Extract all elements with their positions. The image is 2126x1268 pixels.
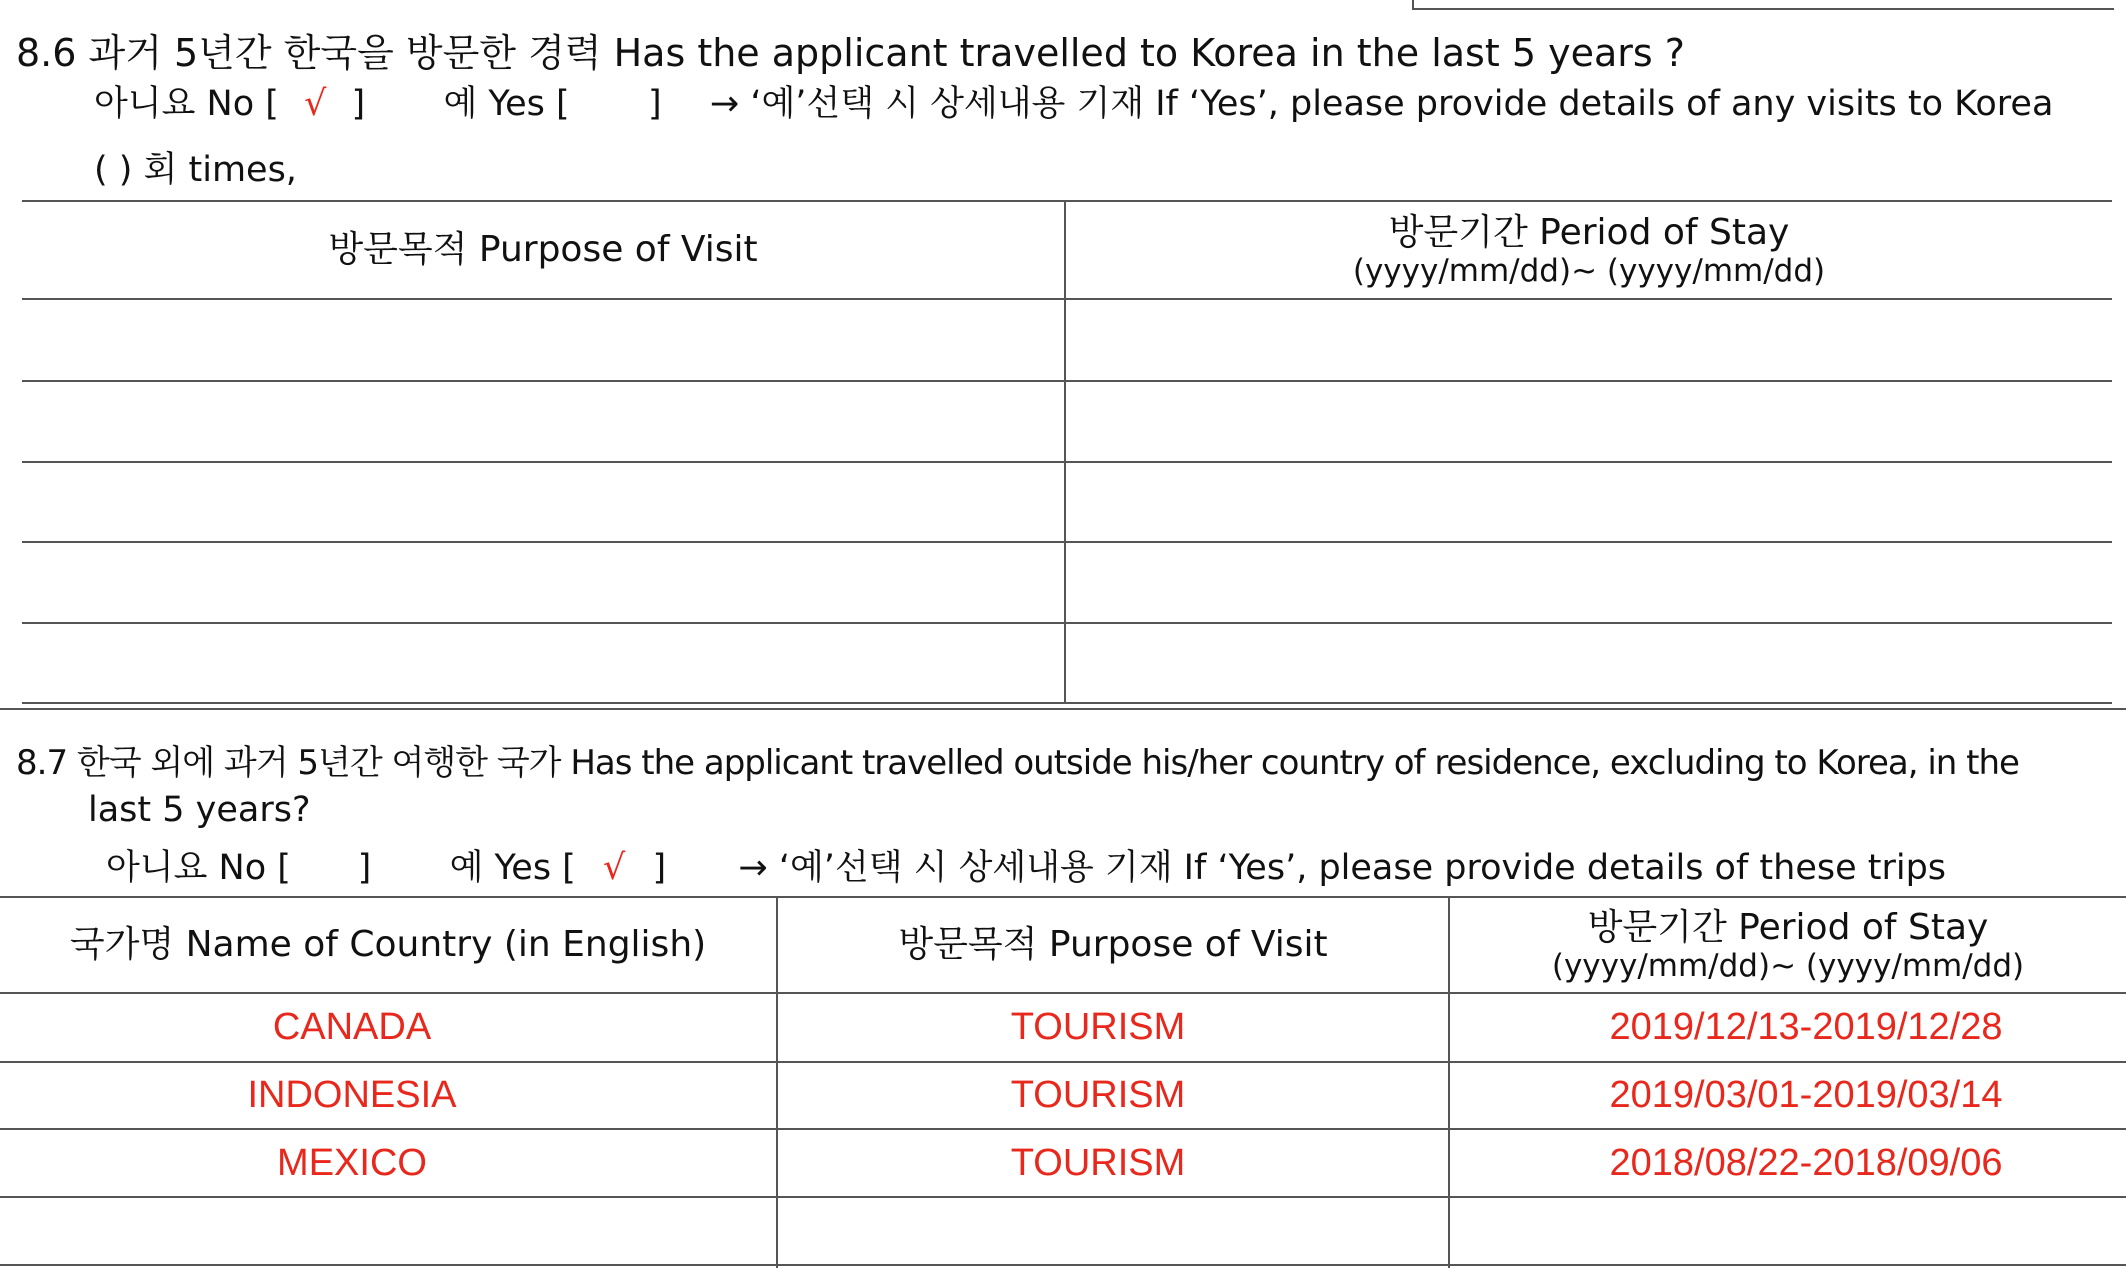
q86-answer-line xyxy=(94,76,2053,126)
q86-cell-period[interactable] xyxy=(1066,382,2112,461)
q86-cell-period[interactable] xyxy=(1066,624,2112,702)
q86-cell-purpose[interactable] xyxy=(22,463,1064,541)
q87-cell-country[interactable]: MEXICO xyxy=(277,1141,427,1184)
q87-cell-period[interactable] xyxy=(1480,1198,2126,1264)
q86-no-close: ] xyxy=(351,84,366,124)
q87-header-country: 국가명 Name of Country (in English) xyxy=(69,924,707,965)
q86-no-check-mark: √ xyxy=(304,84,327,124)
q87-header-purpose: 방문목적 Purpose of Visit xyxy=(898,924,1328,965)
q87-cell-purpose[interactable] xyxy=(778,1198,1418,1264)
q87-yes-close: ] xyxy=(652,848,667,888)
q86-cell-purpose[interactable] xyxy=(22,382,1064,461)
q87-title-line2: last 5 years? xyxy=(88,790,311,830)
q86-no-option[interactable]: 아니요 No [ xyxy=(94,84,279,124)
top-rule xyxy=(1412,8,2114,10)
q86-cell-purpose[interactable] xyxy=(22,300,1064,380)
q87-header-period xyxy=(1450,898,2126,992)
q87-cell-country[interactable]: INDONESIA xyxy=(247,1074,457,1116)
section-divider xyxy=(0,708,2126,710)
q87-cell-purpose[interactable]: TOURISM xyxy=(1010,1141,1186,1184)
q86-header-period-format: (yyyy/mm/dd)~ (yyyy/mm/dd) xyxy=(1352,253,1826,289)
q87-title-line1: 8.7 한국 외에 과거 5년간 여행한 국가 Has the applicant travelled outside his/her country of residence, excluding to Korea, in the xyxy=(16,743,2019,783)
q87-cell-purpose[interactable]: TOURISM xyxy=(1010,1006,1186,1048)
q87-yes-option[interactable]: 예 Yes [ xyxy=(449,848,576,888)
q87-no-option[interactable]: 아니요 No [ ] xyxy=(106,848,372,888)
q87-yes-check-mark: √ xyxy=(602,848,626,888)
q86-title: 8.6 과거 5년간 한국을 방문한 경력 Has the applicant travelled to Korea in the last 5 years ? xyxy=(16,31,1685,75)
q87-answer-line xyxy=(106,840,1946,890)
q86-cell-purpose[interactable] xyxy=(22,624,1064,702)
q86-cell-period[interactable] xyxy=(1066,543,2112,622)
q87-cell-purpose[interactable]: TOURISM xyxy=(1010,1074,1186,1116)
q86-cell-period[interactable] xyxy=(1066,300,2112,380)
q86-yes-close: ] xyxy=(647,84,662,124)
q87-cell-period[interactable]: 2019/12/13-2019/12/28 xyxy=(1609,1006,2003,1048)
q86-cell-period[interactable] xyxy=(1066,463,2112,541)
q87-yes-note: → ‘예’선택 시 상세내용 기재 If ‘Yes’, please provide details of these trips xyxy=(738,848,1947,888)
q86-header-period-title: 방문기간 Period of Stay xyxy=(1388,212,1790,253)
q86-header-purpose: 방문목적 Purpose of Visit xyxy=(328,229,758,270)
q86-yes-note: → ‘예’선택 시 상세내용 기재 If ‘Yes’, please provide details of any visits to Korea xyxy=(709,84,2054,124)
q86-times-field[interactable]: ( ) 회 times, xyxy=(94,150,297,190)
q87-header-period-format: (yyyy/mm/dd)~ (yyyy/mm/dd) xyxy=(1551,948,2025,984)
q86-cell-purpose[interactable] xyxy=(22,543,1064,622)
q87-cell-country[interactable]: CANADA xyxy=(272,1006,432,1048)
q86-header-period xyxy=(1066,202,2112,298)
q87-cell-period[interactable]: 2018/08/22-2018/09/06 xyxy=(1609,1141,2003,1184)
q87-header-period-title: 방문기간 Period of Stay xyxy=(1587,907,1989,948)
q87-cell-period[interactable]: 2019/03/01-2019/03/14 xyxy=(1609,1074,2003,1116)
q86-yes-option[interactable]: 예 Yes [ xyxy=(443,84,570,124)
q87-cell-country[interactable] xyxy=(0,1198,704,1264)
